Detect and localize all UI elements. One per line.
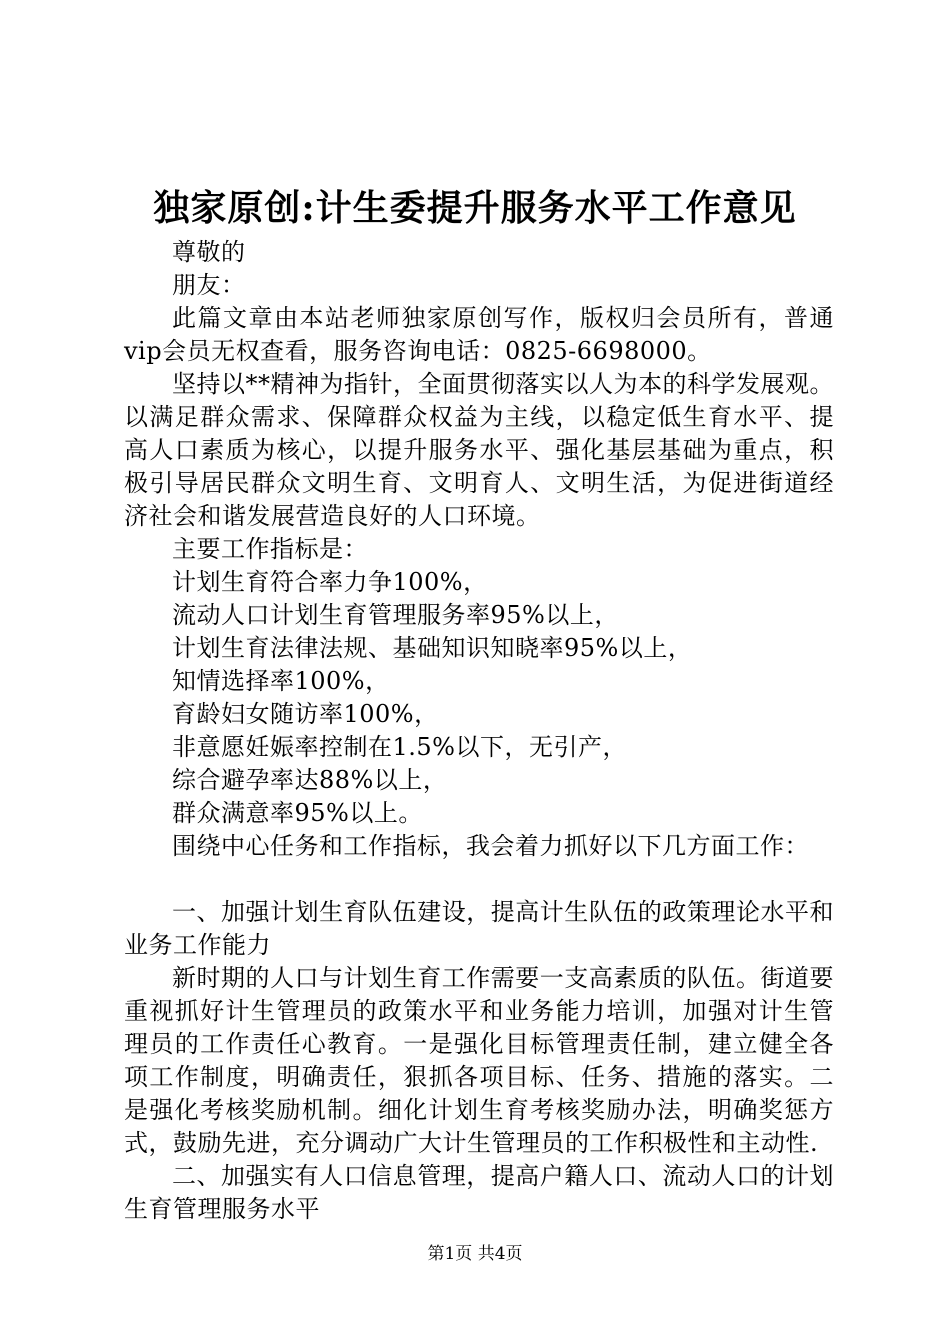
greeting-line: 朋友：	[172, 271, 246, 299]
greeting-line: 尊敬的	[172, 238, 246, 266]
blank-line	[124, 863, 834, 896]
document-body	[124, 236, 834, 1226]
indicator-item: 非意愿妊娠率控制在1.5%以下，无引产，	[172, 733, 627, 761]
page-number-footer: 第1页 共4页	[427, 1244, 523, 1264]
section-heading: 二、加强实有人口信息管理，提高户籍人口、流动人口的计划生育管理服务水平	[124, 1162, 834, 1223]
document-title: 独家原创:计生委提升服务水平工作意见	[153, 187, 797, 229]
indicator-item: 计划生育法律法规、基础知识知晓率95%以上，	[172, 634, 693, 662]
indicator-item: 计划生育符合率力争100%，	[172, 568, 488, 596]
paragraph-work-intro: 围绕中心任务和工作指标，我会着力抓好以下几方面工作：	[172, 832, 809, 860]
paragraph-team-building: 新时期的人口与计划生育工作需要一支高素质的队伍。街道要重视抓好计生管理员的政策水平和业务能力培训，加强对计生管理员的工作责任心教育。一是强化目标管理责任制，建立健全各项工作制度，明确责任，狠抓各项目标、任务、措施的落实。二是强化考核奖励机制。细化计划生育考核奖励办法，明确奖惩方式，鼓励先进，充分调动广大计生管理员的工作积极性和主动性.	[124, 964, 834, 1157]
paragraph-guiding-principle: 坚持以**精神为指针，全面贯彻落实以人为本的科学发展观。以满足群众需求、保障群众权益为主线，以稳定低生育水平、提高人口素质为核心，以提升服务水平、强化基层基础为重点，积极引导居民群众文明生育、文明育人、文明生活，为促进街道经济社会和谐发展营造良好的人口环境。	[124, 370, 834, 530]
indicator-item: 育龄妇女随访率100%，	[172, 700, 439, 728]
indicator-item: 流动人口计划生育管理服务率95%以上，	[172, 601, 619, 629]
indicator-item: 综合避孕率达88%以上，	[172, 766, 448, 794]
paragraph-copyright-notice: 此篇文章由本站老师独家原创写作，版权归会员所有，普通vip会员无权查看，服务咨询电话：0825-6698000。	[124, 304, 834, 365]
indicator-item: 群众满意率95%以上。	[172, 799, 423, 827]
paragraph-indicators-heading: 主要工作指标是：	[172, 535, 368, 563]
indicator-item: 知情选择率100%，	[172, 667, 390, 695]
section-heading: 一、加强计划生育队伍建设，提高计生队伍的政策理论水平和业务工作能力	[124, 898, 834, 959]
